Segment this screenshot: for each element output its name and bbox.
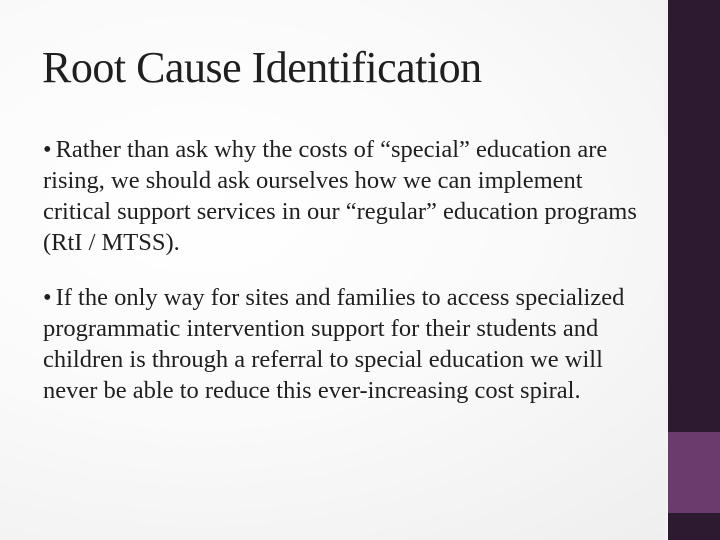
bullet-text: Rather than ask why the costs of “special” education are rising, we should ask ourselves how we can implement critical support services in our “regular” education programs (RtI / MTSS). [43, 136, 637, 256]
bullet-item [43, 134, 653, 258]
bullet-marker: • [43, 284, 52, 311]
bullet-marker: • [43, 136, 52, 163]
bullet-text: If the only way for sites and families to access specialized programmatic intervention support for their students and children is through a referral to special education we will never be able to reduce this ever-increasing cost spiral. [43, 284, 625, 404]
slide-title: Root Cause Identification [42, 43, 482, 92]
slide-content [43, 134, 653, 430]
bullet-item [43, 282, 653, 406]
sidebar-accent-block [668, 432, 720, 513]
